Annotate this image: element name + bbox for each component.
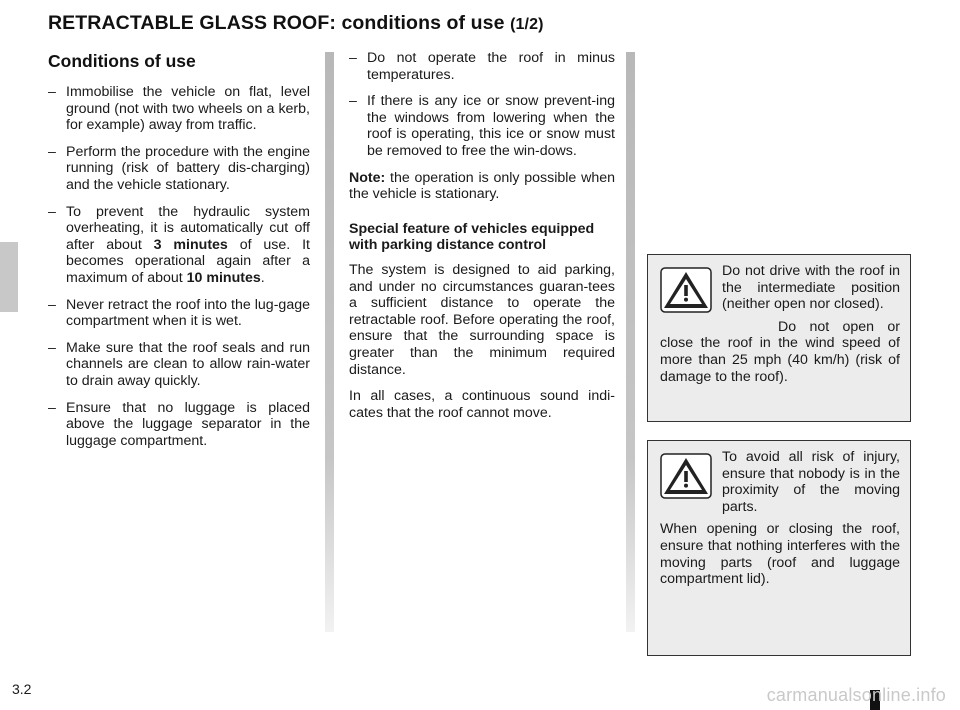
note-paragraph bbox=[349, 170, 615, 203]
list-item bbox=[48, 400, 310, 450]
list-item bbox=[48, 340, 310, 390]
list-item-text: of use. It becomes operational again after a maximum of about bbox=[66, 236, 310, 286]
list-item: – Do not operate the roof in minus temperatures. bbox=[349, 50, 615, 83]
emphasis-duration: 10 minutes bbox=[186, 269, 261, 286]
list-item-text: . bbox=[260, 269, 265, 286]
list-item bbox=[48, 144, 310, 194]
section-heading: Conditions of use bbox=[48, 51, 196, 71]
warning-triangle-icon bbox=[660, 453, 712, 499]
list-item bbox=[48, 204, 310, 287]
list-item-text: Make sure that the roof seals and run channels are clean to allow rain-water to drain away quickly. bbox=[66, 339, 310, 389]
extra-conditions-list bbox=[349, 50, 615, 160]
warning-box bbox=[647, 440, 911, 656]
left-column bbox=[48, 50, 310, 459]
note-label: Note: bbox=[349, 169, 386, 186]
column-divider-right bbox=[626, 52, 635, 632]
column-divider-left bbox=[325, 52, 334, 632]
title-part-indicator: (1/2) bbox=[510, 16, 544, 33]
note-text: the operation is only possible when the vehicle is stationary. bbox=[349, 169, 615, 203]
page-number: 3.2 bbox=[12, 681, 32, 697]
chapter-side-tab bbox=[0, 242, 18, 312]
warning-text: When opening or closing the roof, ensure that nothing interferes with the moving parts (roof and luggage compartment lid). bbox=[660, 521, 900, 588]
list-item-text: Perform the procedure with the engine running (risk of battery dis-charging) and the vehicle stationary. bbox=[66, 143, 310, 193]
conditions-list bbox=[48, 84, 310, 449]
page-title bbox=[48, 12, 544, 35]
warning-triangle-icon bbox=[660, 267, 712, 313]
title-text: RETRACTABLE GLASS ROOF: conditions of use bbox=[48, 12, 505, 34]
list-item-text: To prevent the hydraulic system overheating, it is automatically cut off after about bbox=[66, 203, 310, 253]
subheading-parking: Special feature of vehicles equipped with parking distance control bbox=[349, 220, 595, 254]
list-item-text: Never retract the roof into the lug-gage compartment when it is wet. bbox=[66, 296, 310, 330]
list-item bbox=[48, 84, 310, 134]
body-paragraph: The system is designed to aid parking, and under no circumstances guaran-tees a sufficient distance to operate the retractable roof. Before operating the roof, ensure that the surrounding space is greater than the minimum required distance. bbox=[349, 261, 615, 378]
warning-box bbox=[647, 254, 911, 422]
warning-text: Do not open or close the roof in the wind speed of more than 25 mph (40 km/h) (risk of damage to the roof). bbox=[660, 318, 900, 385]
warning-text: To avoid all risk of injury, ensure that nobody is in the proximity of the moving parts. bbox=[722, 449, 900, 515]
warning-text: Do not drive with the roof in the intermediate position (neither open nor closed). bbox=[722, 263, 900, 313]
list-item: – If there is any ice or snow prevent-ing the windows from lowering when the roof is operating, this ice or snow must be removed to free the win-dows. bbox=[349, 93, 615, 159]
watermark: carmanualsonline.info bbox=[766, 685, 946, 705]
emphasis-duration: 3 minutes bbox=[153, 236, 228, 253]
list-item-text: Ensure that no luggage is placed above the luggage separator in the luggage compartment. bbox=[66, 399, 310, 449]
body-paragraph: In all cases, a continuous sound indi-cates that the roof cannot move. bbox=[349, 388, 615, 421]
middle-column bbox=[349, 50, 615, 431]
list-item bbox=[48, 297, 310, 330]
list-item-text: Immobilise the vehicle on flat, level ground (not with two wheels on a kerb, for example) away from traffic. bbox=[66, 84, 310, 134]
